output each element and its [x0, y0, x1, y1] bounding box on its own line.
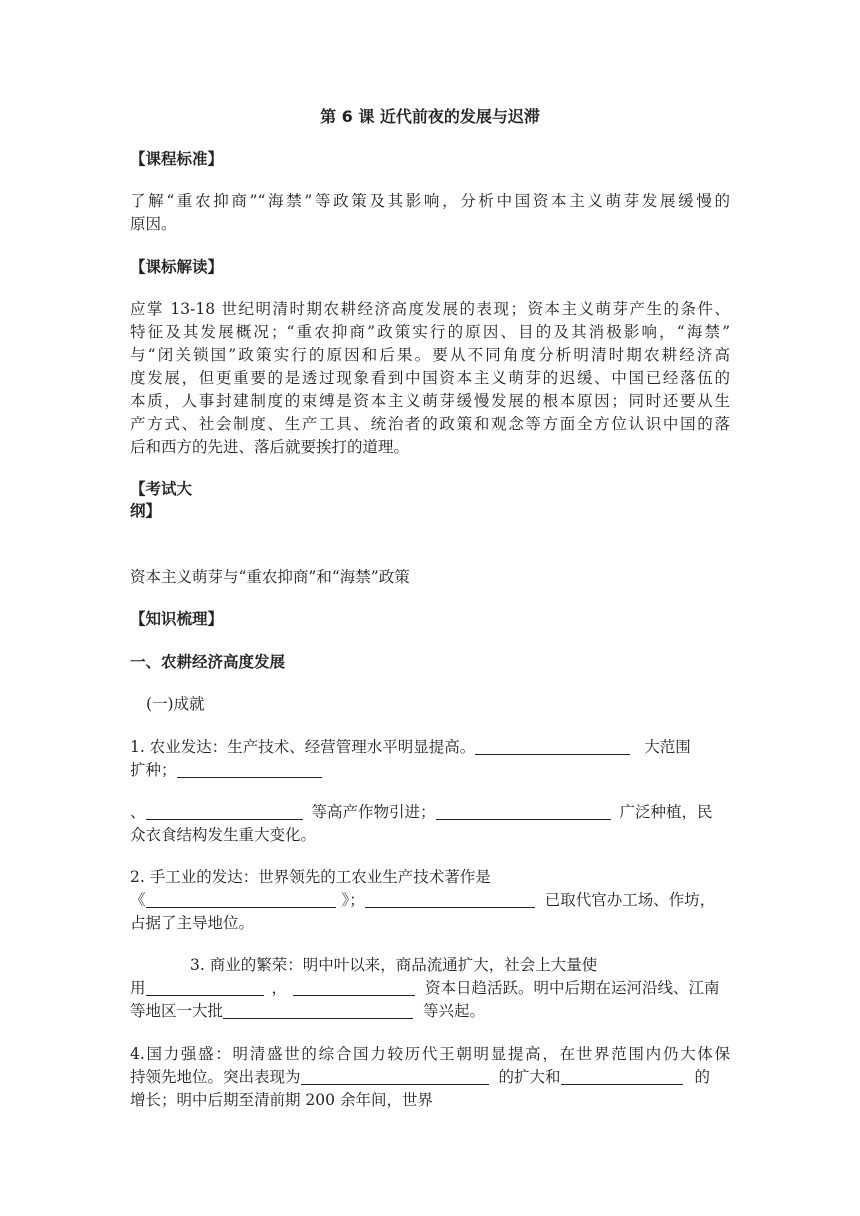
fill-blank[interactable] [436, 803, 611, 820]
fill-blank[interactable] [177, 761, 322, 778]
item1-text: 扩种； [130, 761, 177, 779]
item4-line [130, 1066, 730, 1088]
fill-blank[interactable] [146, 979, 264, 996]
item3-line: 3. 商业的繁荣：明中叶以来，商品流通扩大，社会上大量使 [190, 956, 598, 974]
fill-blank[interactable] [223, 1002, 413, 1019]
item1-text: 1. 农业发达：生产技术、经营管理水平明显提高。 [130, 738, 476, 756]
item4-text: 的 [694, 1068, 711, 1086]
exam-heading: 纲】 [130, 502, 162, 520]
subsection-heading: (一)成就 [146, 695, 205, 713]
part1-heading: 一、农耕经济高度发展 [130, 653, 286, 671]
item2-line: 2. 手工业的发达：世界领先的工农业生产技术著作是 [130, 868, 491, 886]
item3-text: 等兴起。 [423, 1002, 486, 1020]
fill-blank[interactable] [293, 979, 415, 996]
reading-heading: 【课标解读】 [130, 258, 224, 276]
standard-text-line: 了解“重农抑商”“海禁”等政策及其影响，分析中国资本主义萌芽发展缓慢的 [130, 192, 730, 210]
item4-line: 4.国力强盛：明清盛世的综合国力较历代王朝明显提高，在世界范围内仍大体保 [130, 1045, 730, 1063]
item2-text: 《 [130, 891, 146, 909]
standard-heading: 【课程标准】 [130, 150, 224, 168]
fill-blank[interactable] [365, 891, 535, 908]
item2-text: 》； [341, 891, 365, 909]
standard-text-line: 原因。 [130, 215, 177, 233]
item3-text: ， [271, 979, 288, 997]
exam-heading: 【考试大 [130, 480, 193, 498]
item1-text: 广泛种植，民 [619, 803, 713, 821]
item1-text: 等高产作物引进； [311, 803, 436, 821]
reading-text-line: 特征及其发展概况；“重农抑商”政策实行的原因、目的及其消极影响，“海禁” [130, 323, 730, 341]
reading-text-line: 后和西方的先进、落后就要挨打的道理。 [130, 438, 410, 456]
item4-text: 持领先地位。突出表现为 [130, 1068, 301, 1086]
reading-text-line: 本质，人事封建制度的束缚是资本主义萌芽缓慢发展的根本原因；同时还要从生 [130, 392, 730, 410]
item3-text: 等地区一大批 [130, 1002, 224, 1020]
fill-blank[interactable] [561, 1068, 683, 1085]
fill-blank[interactable] [146, 891, 336, 908]
item1-line [130, 801, 730, 823]
item3-line [130, 1000, 730, 1022]
exam-item: 资本主义萌芽与“重农抑商”和“海禁”政策 [130, 568, 410, 586]
item1-line [130, 759, 730, 781]
item1-line: 众衣食结构发生重大变化。 [130, 826, 317, 844]
reading-text-line: 度发展，但更重要的是透过现象看到中国资本主义萌芽的迟缓、中国已经落伍的 [130, 369, 730, 387]
item2-text: 已取代官办工场、作坊， [544, 891, 716, 909]
item1-text: 大范围 [644, 738, 691, 756]
item2-line [130, 889, 730, 911]
item2-line: 占据了主导地位。 [130, 914, 255, 932]
item1-text: 、 [130, 803, 146, 821]
fill-blank[interactable] [301, 1068, 489, 1085]
item3-line [130, 977, 730, 999]
page-title: 第 6 课 近代前夜的发展与迟滞 [320, 107, 540, 126]
item1-line [130, 736, 730, 758]
reading-text-line: 应掌 13-18 世纪明清时期农耕经济高度发展的表现；资本主义萌芽产生的条件、 [130, 300, 730, 318]
fill-blank[interactable] [146, 803, 303, 820]
fill-blank[interactable] [475, 738, 630, 755]
item3-text: 用 [130, 979, 146, 997]
item4-line: 增长；明中后期至清前期 200 余年间，世界 [130, 1091, 433, 1109]
knowledge-heading: 【知识梳理】 [130, 610, 224, 628]
item3-text: 资本日趋活跃。明中后期在运河沿线、江南 [425, 979, 720, 997]
item4-text: 的扩大和 [498, 1068, 561, 1086]
reading-text-line: 产方式、社会制度、生产工具、统治者的政策和观念等方面全方位认识中国的落 [130, 415, 730, 433]
reading-text-line: 与“闭关锁国”政策实行的原因和后果。要从不同角度分析明清时期农耕经济高 [130, 346, 730, 364]
